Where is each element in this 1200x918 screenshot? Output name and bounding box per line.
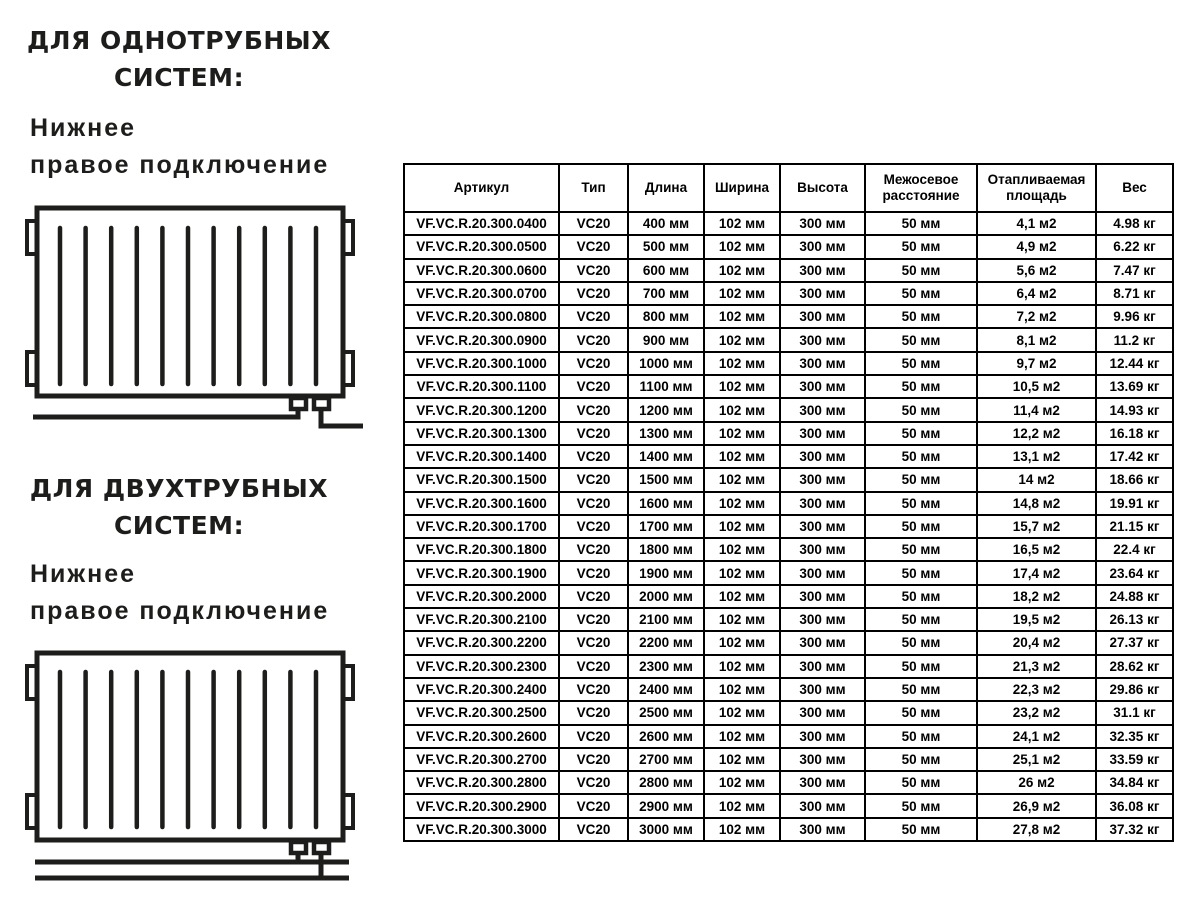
table-cell: 11,4 м2 (977, 398, 1096, 421)
table-cell: 600 мм (628, 259, 704, 282)
table-cell: 300 мм (780, 701, 865, 724)
column-header-length: Длина (628, 164, 704, 212)
table-cell: VF.VC.R.20.300.0800 (404, 305, 559, 328)
table-cell: VC20 (559, 375, 628, 398)
table-row (404, 398, 1173, 421)
table-cell: 50 мм (865, 212, 977, 235)
table-cell: 102 мм (704, 422, 780, 445)
table-cell: VF.VC.R.20.300.0400 (404, 212, 559, 235)
table-cell: VF.VC.R.20.300.1700 (404, 515, 559, 538)
table-cell: 50 мм (865, 515, 977, 538)
table-cell: 50 мм (865, 235, 977, 258)
table-cell: 27.37 кг (1096, 631, 1173, 654)
table-cell: 102 мм (704, 235, 780, 258)
table-row (404, 422, 1173, 445)
table-cell: 11.2 кг (1096, 328, 1173, 351)
table-cell: 300 мм (780, 468, 865, 491)
table-cell: VF.VC.R.20.300.0700 (404, 282, 559, 305)
table-cell: 50 мм (865, 678, 977, 701)
table-cell: 800 мм (628, 305, 704, 328)
table-row (404, 794, 1173, 817)
table-cell: 29.86 кг (1096, 678, 1173, 701)
table-cell: 300 мм (780, 515, 865, 538)
table-cell: VC20 (559, 328, 628, 351)
table-cell: 22,3 м2 (977, 678, 1096, 701)
spec-table (403, 163, 1174, 842)
table-cell: 50 мм (865, 748, 977, 771)
table-cell: 300 мм (780, 538, 865, 561)
table-cell: VF.VC.R.20.300.2100 (404, 608, 559, 631)
table-cell: 50 мм (865, 398, 977, 421)
table-cell: 102 мм (704, 608, 780, 631)
table-row (404, 305, 1173, 328)
table-cell: 300 мм (780, 398, 865, 421)
table-cell: 3000 мм (628, 818, 704, 841)
table-row (404, 631, 1173, 654)
table-cell: 400 мм (628, 212, 704, 235)
table-cell: VC20 (559, 398, 628, 421)
table-cell: 900 мм (628, 328, 704, 351)
table-cell: 24,1 м2 (977, 725, 1096, 748)
table-cell: 300 мм (780, 608, 865, 631)
table-cell: VF.VC.R.20.300.2800 (404, 771, 559, 794)
table-cell: VF.VC.R.20.300.2700 (404, 748, 559, 771)
column-header-type: Тип (559, 164, 628, 212)
table-cell: 1300 мм (628, 422, 704, 445)
table-cell: 102 мм (704, 655, 780, 678)
table-cell: 102 мм (704, 538, 780, 561)
table-cell: 50 мм (865, 328, 977, 351)
table-cell: 700 мм (628, 282, 704, 305)
table-cell: 15,7 м2 (977, 515, 1096, 538)
table-row (404, 352, 1173, 375)
table-cell: 102 мм (704, 678, 780, 701)
table-cell: VC20 (559, 468, 628, 491)
table-cell: 50 мм (865, 818, 977, 841)
table-row (404, 701, 1173, 724)
table-cell: VC20 (559, 538, 628, 561)
table-cell: 7,2 м2 (977, 305, 1096, 328)
table-cell: VC20 (559, 585, 628, 608)
table-cell: 36.08 кг (1096, 794, 1173, 817)
table-cell: VC20 (559, 701, 628, 724)
table-cell: 300 мм (780, 561, 865, 584)
table-cell: VF.VC.R.20.300.1100 (404, 375, 559, 398)
table-cell: 300 мм (780, 352, 865, 375)
table-cell: VC20 (559, 608, 628, 631)
table-cell: VC20 (559, 282, 628, 305)
table-cell: VF.VC.R.20.300.1600 (404, 492, 559, 515)
single-pipe-radiator-diagram-icon (18, 196, 370, 436)
table-cell: 300 мм (780, 818, 865, 841)
table-row (404, 585, 1173, 608)
table-cell: 14 м2 (977, 468, 1096, 491)
table-row (404, 259, 1173, 282)
table-cell: 300 мм (780, 305, 865, 328)
section-title-line1: ДЛЯ ДВУХТРУБНЫХ (29, 474, 329, 503)
table-cell: 102 мм (704, 794, 780, 817)
table-row (404, 655, 1173, 678)
table-row (404, 538, 1173, 561)
table-cell: VC20 (559, 771, 628, 794)
table-cell: 50 мм (865, 352, 977, 375)
table-row (404, 771, 1173, 794)
table-cell: 50 мм (865, 422, 977, 445)
table-body (404, 212, 1173, 841)
table-cell: 1000 мм (628, 352, 704, 375)
table-cell: 50 мм (865, 608, 977, 631)
table-cell: 300 мм (780, 678, 865, 701)
table-row (404, 515, 1173, 538)
column-header-weight: Вес (1096, 164, 1173, 212)
table-cell: VF.VC.R.20.300.1800 (404, 538, 559, 561)
table-cell: 7.47 кг (1096, 259, 1173, 282)
table-cell: VF.VC.R.20.300.2000 (404, 585, 559, 608)
table-cell: VF.VC.R.20.300.1000 (404, 352, 559, 375)
table-cell: 25,1 м2 (977, 748, 1096, 771)
table-cell: VC20 (559, 794, 628, 817)
table-cell: 9,7 м2 (977, 352, 1096, 375)
table-cell: 14.93 кг (1096, 398, 1173, 421)
section-title-single-pipe (24, 22, 334, 96)
table-cell: 2000 мм (628, 585, 704, 608)
table-cell: VC20 (559, 818, 628, 841)
table-cell: 1100 мм (628, 375, 704, 398)
table-cell: 1700 мм (628, 515, 704, 538)
table-cell: 300 мм (780, 422, 865, 445)
table-cell: VF.VC.R.20.300.3000 (404, 818, 559, 841)
table-cell: 1500 мм (628, 468, 704, 491)
column-header-heated-area: Отапливаемая площадь (977, 164, 1096, 212)
table-cell: 50 мм (865, 468, 977, 491)
table-cell: 300 мм (780, 655, 865, 678)
section-title-line2: СИСТЕМ: (113, 63, 245, 92)
table-cell: VF.VC.R.20.300.2600 (404, 725, 559, 748)
table-cell: 50 мм (865, 259, 977, 282)
table-row (404, 608, 1173, 631)
table-cell: 50 мм (865, 631, 977, 654)
table-cell: 300 мм (780, 631, 865, 654)
table-cell: 9.96 кг (1096, 305, 1173, 328)
table-cell: VF.VC.R.20.300.2300 (404, 655, 559, 678)
table-cell: 2800 мм (628, 771, 704, 794)
table-row (404, 375, 1173, 398)
section-subtitle-single-pipe (30, 110, 329, 184)
table-cell: 102 мм (704, 771, 780, 794)
table-cell: 102 мм (704, 375, 780, 398)
table-cell: 50 мм (865, 771, 977, 794)
table-cell: 8.71 кг (1096, 282, 1173, 305)
table-cell: VC20 (559, 235, 628, 258)
table-cell: VC20 (559, 422, 628, 445)
table-cell: 2900 мм (628, 794, 704, 817)
table-cell: VC20 (559, 561, 628, 584)
table-cell: VC20 (559, 352, 628, 375)
table-cell: 2700 мм (628, 748, 704, 771)
table-cell: VF.VC.R.20.300.0900 (404, 328, 559, 351)
table-cell: 50 мм (865, 445, 977, 468)
section-title-line2: СИСТЕМ: (113, 511, 245, 540)
table-cell: 26 м2 (977, 771, 1096, 794)
table-cell: 2500 мм (628, 701, 704, 724)
table-cell: 300 мм (780, 585, 865, 608)
table-cell: 300 мм (780, 375, 865, 398)
table-cell: 300 мм (780, 725, 865, 748)
table-cell: 2400 мм (628, 678, 704, 701)
table-row (404, 328, 1173, 351)
table-cell: 102 мм (704, 398, 780, 421)
table-cell: 102 мм (704, 725, 780, 748)
table-cell: 102 мм (704, 701, 780, 724)
section-title-two-pipe (24, 470, 334, 544)
table-cell: 6.22 кг (1096, 235, 1173, 258)
table-cell: 102 мм (704, 352, 780, 375)
table-cell: 102 мм (704, 492, 780, 515)
table-cell: VF.VC.R.20.300.1300 (404, 422, 559, 445)
table-cell: 6,4 м2 (977, 282, 1096, 305)
table-cell: 17.42 кг (1096, 445, 1173, 468)
table-row (404, 468, 1173, 491)
table-cell: 1600 мм (628, 492, 704, 515)
table-cell: 300 мм (780, 748, 865, 771)
table-cell: 4.98 кг (1096, 212, 1173, 235)
table-cell: 300 мм (780, 794, 865, 817)
column-header-height: Высота (780, 164, 865, 212)
table-cell: 102 мм (704, 305, 780, 328)
table-cell: VF.VC.R.20.300.1900 (404, 561, 559, 584)
table-cell: 20,4 м2 (977, 631, 1096, 654)
table-cell: 1800 мм (628, 538, 704, 561)
table-cell: 12,2 м2 (977, 422, 1096, 445)
table-cell: 1900 мм (628, 561, 704, 584)
table-cell: 24.88 кг (1096, 585, 1173, 608)
table-row (404, 561, 1173, 584)
table-cell: 2600 мм (628, 725, 704, 748)
table-cell: 4,9 м2 (977, 235, 1096, 258)
table-cell: VC20 (559, 725, 628, 748)
two-pipe-radiator-diagram-icon (18, 641, 370, 891)
table-cell: 50 мм (865, 561, 977, 584)
table-cell: 2100 мм (628, 608, 704, 631)
section-subtitle-two-pipe (30, 556, 329, 630)
table-cell: VF.VC.R.20.300.1500 (404, 468, 559, 491)
table-cell: 1400 мм (628, 445, 704, 468)
table-row (404, 235, 1173, 258)
section-title-line1: ДЛЯ ОДНОТРУБНЫХ (27, 26, 331, 55)
table-cell: VF.VC.R.20.300.2900 (404, 794, 559, 817)
subtitle-line1: Нижнее (30, 560, 137, 588)
table-cell: 22.4 кг (1096, 538, 1173, 561)
table-cell: 34.84 кг (1096, 771, 1173, 794)
table-cell: VC20 (559, 305, 628, 328)
table-cell: 50 мм (865, 655, 977, 678)
table-cell: VC20 (559, 492, 628, 515)
table-cell: VF.VC.R.20.300.1400 (404, 445, 559, 468)
table-cell: 4,1 м2 (977, 212, 1096, 235)
table-cell: 31.1 кг (1096, 701, 1173, 724)
table-cell: 50 мм (865, 375, 977, 398)
table-cell: 14,8 м2 (977, 492, 1096, 515)
column-header-width: Ширина (704, 164, 780, 212)
table-cell: 28.62 кг (1096, 655, 1173, 678)
table-cell: 102 мм (704, 212, 780, 235)
table-row (404, 445, 1173, 468)
table-header-row (404, 164, 1173, 212)
table-cell: 2300 мм (628, 655, 704, 678)
subtitle-line2: правое подключение (30, 597, 330, 625)
table-cell: 50 мм (865, 282, 977, 305)
table-cell: 32.35 кг (1096, 725, 1173, 748)
subtitle-line1: Нижнее (30, 114, 137, 142)
table-cell: 18.66 кг (1096, 468, 1173, 491)
table-cell: 50 мм (865, 305, 977, 328)
column-header-article: Артикул (404, 164, 559, 212)
table-cell: 8,1 м2 (977, 328, 1096, 351)
table-cell: 26,9 м2 (977, 794, 1096, 817)
table-cell: 5,6 м2 (977, 259, 1096, 282)
table-cell: 50 мм (865, 701, 977, 724)
table-cell: 300 мм (780, 328, 865, 351)
table-cell: 50 мм (865, 492, 977, 515)
table-cell: 16,5 м2 (977, 538, 1096, 561)
table-row (404, 818, 1173, 841)
table-cell: 500 мм (628, 235, 704, 258)
table-cell: 50 мм (865, 794, 977, 817)
subtitle-line2: правое подключение (30, 151, 330, 179)
table-cell: VF.VC.R.20.300.2400 (404, 678, 559, 701)
table-cell: 102 мм (704, 515, 780, 538)
table-cell: 300 мм (780, 492, 865, 515)
table-cell: 50 мм (865, 538, 977, 561)
table-cell: 102 мм (704, 445, 780, 468)
table-cell: 23,2 м2 (977, 701, 1096, 724)
table-cell: VF.VC.R.20.300.2500 (404, 701, 559, 724)
table-row (404, 212, 1173, 235)
table-cell: 102 мм (704, 585, 780, 608)
table-cell: 13,1 м2 (977, 445, 1096, 468)
table-cell: 50 мм (865, 585, 977, 608)
table-cell: 300 мм (780, 282, 865, 305)
table-cell: VF.VC.R.20.300.0600 (404, 259, 559, 282)
table-cell: 300 мм (780, 445, 865, 468)
table-cell: 300 мм (780, 212, 865, 235)
table-row (404, 282, 1173, 305)
table-cell: VC20 (559, 445, 628, 468)
table-cell: VC20 (559, 212, 628, 235)
table-cell: 102 мм (704, 282, 780, 305)
table-cell: 27,8 м2 (977, 818, 1096, 841)
table-cell: VC20 (559, 748, 628, 771)
table-cell: 300 мм (780, 771, 865, 794)
table-cell: 300 мм (780, 259, 865, 282)
table-cell: 17,4 м2 (977, 561, 1096, 584)
table-cell: VC20 (559, 655, 628, 678)
table-cell: 102 мм (704, 328, 780, 351)
table-cell: 19.91 кг (1096, 492, 1173, 515)
table-cell: 19,5 м2 (977, 608, 1096, 631)
table-cell: 16.18 кг (1096, 422, 1173, 445)
table-cell: VC20 (559, 515, 628, 538)
table-cell: 102 мм (704, 259, 780, 282)
table-cell: VF.VC.R.20.300.0500 (404, 235, 559, 258)
table-cell: 102 мм (704, 468, 780, 491)
table-cell: 23.64 кг (1096, 561, 1173, 584)
column-header-axle-distance: Межосевое расстояние (865, 164, 977, 212)
table-cell: 21.15 кг (1096, 515, 1173, 538)
table-row (404, 678, 1173, 701)
table-cell: VF.VC.R.20.300.1200 (404, 398, 559, 421)
table-row (404, 748, 1173, 771)
table-cell: 102 мм (704, 561, 780, 584)
table-cell: 12.44 кг (1096, 352, 1173, 375)
table-cell: 18,2 м2 (977, 585, 1096, 608)
table-cell: VC20 (559, 631, 628, 654)
table-cell: 21,3 м2 (977, 655, 1096, 678)
table-cell: 2200 мм (628, 631, 704, 654)
table-cell: 1200 мм (628, 398, 704, 421)
table-row (404, 492, 1173, 515)
table-cell: 26.13 кг (1096, 608, 1173, 631)
table-cell: 37.32 кг (1096, 818, 1173, 841)
table-cell: 300 мм (780, 235, 865, 258)
table-cell: VC20 (559, 678, 628, 701)
table-cell: 50 мм (865, 725, 977, 748)
table-cell: 33.59 кг (1096, 748, 1173, 771)
table-cell: 102 мм (704, 748, 780, 771)
table-cell: 10,5 м2 (977, 375, 1096, 398)
table-row (404, 725, 1173, 748)
table-cell: VC20 (559, 259, 628, 282)
table-cell: 102 мм (704, 631, 780, 654)
table-cell: 102 мм (704, 818, 780, 841)
table-cell: VF.VC.R.20.300.2200 (404, 631, 559, 654)
table-cell: 13.69 кг (1096, 375, 1173, 398)
